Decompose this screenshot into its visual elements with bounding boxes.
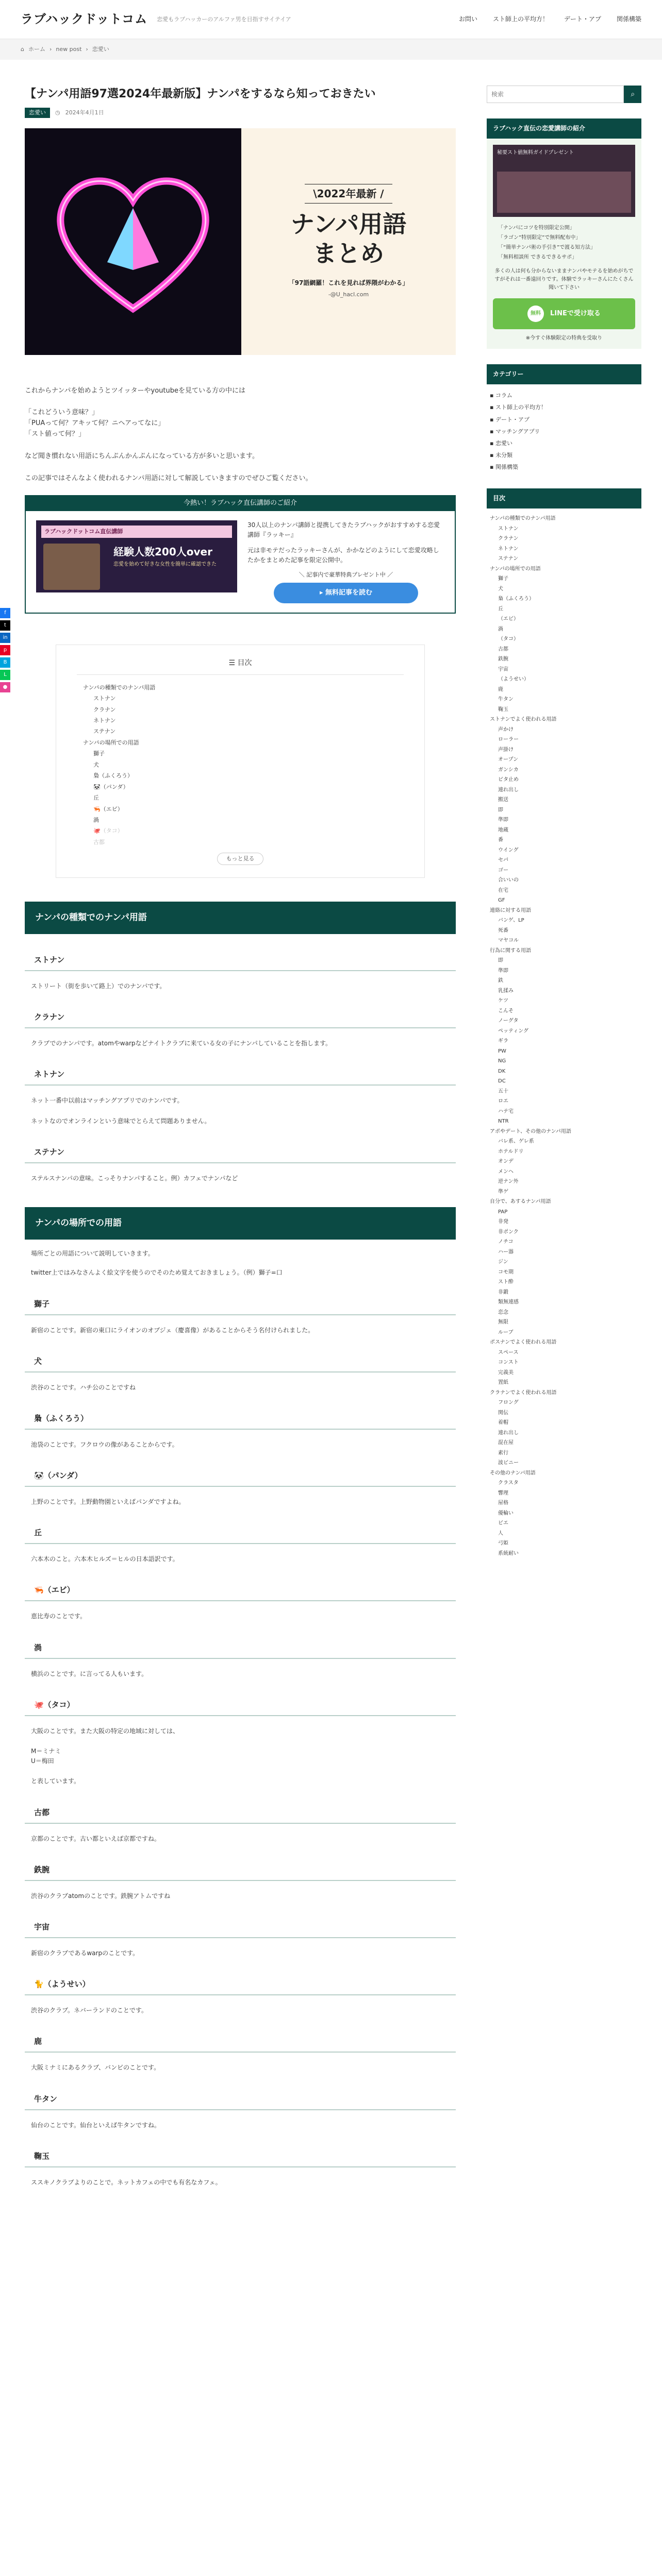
sidebar-toc-item[interactable]: PAP <box>498 1209 508 1215</box>
section-intro: 場所ごとの用語について説明していきます。 <box>31 1250 154 1258</box>
sidebar-toc-item[interactable]: ノーグタ <box>498 1018 519 1024</box>
toc-item[interactable]: 梟（ふくろう） <box>93 772 133 779</box>
toc-item[interactable]: 🦐（エビ） <box>93 805 123 812</box>
sidebar-category-item[interactable] <box>487 389 641 401</box>
sidebar-toc-item[interactable]: 連絡に対する用語 <box>490 907 531 913</box>
breadcrumb-current[interactable]: 恋愛い <box>92 46 109 53</box>
category-label: 関係構築 <box>495 463 518 470</box>
promo-image-caption: 恋愛を始めて好きな女性を簡単に確認できた <box>113 562 217 568</box>
line-button-label: LINEで受け取る <box>550 309 601 317</box>
hero-title-line2: まとめ <box>313 240 384 268</box>
sidebar-toc-item[interactable]: ガンシカ <box>498 767 519 773</box>
sidebar-toc-item[interactable]: （タコ） <box>498 636 519 642</box>
sidebar-category-item[interactable] <box>487 414 641 426</box>
sidebar-toc-item[interactable]: バンゲ、LP <box>498 918 524 924</box>
term-description: 新宿のことです。新宿の東口にライオンのオブジェ（慶喜像）があることからそう名付けられました。 <box>31 1326 315 1334</box>
list-item: 「無料相談所 できるできるサポ」 <box>498 255 577 261</box>
sidebar-toc-item[interactable]: セパ <box>498 857 508 863</box>
sidebar-toc-item[interactable]: 完義美 <box>498 1369 514 1376</box>
list-item: 「“簡単ナンパ術の手引き”で渡る知方法」 <box>498 245 596 251</box>
list-icon: ☰ <box>228 659 238 668</box>
term-heading: 🦐（エビ） <box>25 1584 456 1601</box>
term-description: 渋谷のことです。ハチ公のことですね <box>31 1383 136 1391</box>
toc-more-button[interactable]: もっと見る <box>217 853 263 865</box>
sidebar-toc-item[interactable]: 即 <box>498 958 503 964</box>
sidebar-toc-item[interactable]: 鉄 <box>498 978 503 984</box>
sidebar-toc-item[interactable]: ジン <box>498 1259 508 1265</box>
chevron-right-icon: › <box>49 46 52 53</box>
hero-title-line1: ナンパ用語 <box>290 210 407 238</box>
toc-item[interactable]: ネトナン <box>93 717 116 724</box>
sidebar-toc-item[interactable]: 非鍛 <box>498 1289 508 1295</box>
term-heading: クラナン <box>25 1011 456 1028</box>
promo-image-banner: ラブハックドットコム直伝講師 <box>41 526 232 538</box>
toc-item[interactable]: 🐼（パンダ） <box>93 783 129 790</box>
sidebar-toc-item[interactable]: 非ポンク <box>498 1229 519 1235</box>
lp-banner-text: 秘要スト値無料ガイドプレゼント <box>497 150 574 156</box>
sidebar-category-item[interactable] <box>487 461 641 473</box>
sidebar <box>487 86 641 2188</box>
sidebar-toc-item[interactable]: ストナンでよく使われる用語 <box>490 717 557 723</box>
top-nav <box>459 14 641 24</box>
toc-item[interactable]: ナンパの場所での用語 <box>83 739 139 746</box>
avatar <box>43 544 100 590</box>
neon-heart-image <box>25 128 241 355</box>
sidebar-toc-item[interactable]: 連れ出し <box>498 1430 519 1436</box>
term-heading: 犬 <box>25 1355 456 1372</box>
sidebar-toc-item[interactable]: 鹿 <box>498 686 503 692</box>
term-description: 大阪のことです。また大阪の特定の地域に対しては、 <box>31 1727 179 1735</box>
folder-icon: ▪ <box>490 439 495 447</box>
sidebar-toc-item[interactable]: 準ゲ <box>498 1189 508 1195</box>
sidebar-toc-item[interactable]: コモ期 <box>498 1269 514 1275</box>
list-item: 「ラゴン”特別限定”で無料配布中」 <box>498 235 581 241</box>
twitter-share-icon[interactable]: t <box>0 620 10 631</box>
line-share-icon[interactable]: L <box>0 670 10 680</box>
term-description: 恵比寿のことです。 <box>31 1613 87 1620</box>
sidebar-toc-item[interactable]: 合いいの <box>498 877 519 884</box>
nav-item-street[interactable]: スト師上の平均方！ <box>492 15 549 23</box>
line-receive-button[interactable] <box>493 298 635 329</box>
site-tagline: 恋愛もラブハッカーのアルファ男を目指すサイテイア <box>157 15 291 23</box>
category-list <box>487 389 641 473</box>
sidebar-category-item[interactable] <box>487 401 641 413</box>
sidebar-toc-item[interactable]: NTR <box>498 1118 509 1125</box>
sidebar-toc-item[interactable]: ロエ <box>498 1098 508 1105</box>
sidebar-toc-item[interactable]: ハー器 <box>498 1249 514 1255</box>
toc-item[interactable]: ナンパの種類でのナンパ用語 <box>83 684 156 691</box>
sidebar-toc-item[interactable]: DK <box>498 1068 506 1074</box>
hatena-share-icon[interactable]: B <box>0 657 10 668</box>
sidebar-toc-item[interactable]: ステナン <box>498 556 519 562</box>
category-widget-title: カテゴリー <box>487 364 641 384</box>
term-heading: 古都 <box>25 1806 456 1824</box>
search-input[interactable] <box>487 86 624 103</box>
sidebar-toc-item[interactable]: 宇宙 <box>498 666 508 672</box>
term-description: と表しています。 <box>31 1777 80 1785</box>
sidebar-toc-item[interactable]: ストナン <box>498 526 519 532</box>
folder-icon: ▪ <box>490 428 495 435</box>
sidebar-toc-item[interactable]: メンヘ <box>498 1168 514 1175</box>
sidebar-toc-item[interactable]: ローラー <box>498 737 519 743</box>
sidebar-toc-item[interactable]: 着帽 <box>498 1420 508 1426</box>
sidebar-toc-item[interactable]: ウイング <box>498 847 519 853</box>
sidebar-toc-item[interactable]: クラナン <box>498 536 519 542</box>
toc-item[interactable]: 🐙（タコ） <box>93 827 123 835</box>
sidebar-category-item[interactable] <box>487 437 641 449</box>
hero-handle: -@U_hacl.com <box>328 291 369 298</box>
term-heading: ネトナン <box>25 1068 456 1086</box>
lp-banner-image[interactable] <box>493 145 635 217</box>
toc-list <box>77 682 404 848</box>
breadcrumb-home[interactable]: ホーム <box>28 46 45 53</box>
sidebar-toc-item[interactable]: 連れ出し <box>498 787 519 793</box>
term-description: クラブでのナンパです。atomやwarpなどナイトクラブに来ている女の子にナンパしていることを指します。 <box>31 1040 332 1047</box>
term-description: 新宿のクラブであるwarpのことです。 <box>31 1949 139 1957</box>
promo-description: 元は非モテだったラッキーさんが、かかなどのようにして恋愛攻略したかをまとめた記事を限定公開中。 <box>247 546 439 564</box>
term-heading: 牛タン <box>25 2093 456 2110</box>
term-description: 池袋のことです。フクロウの像があることからです。 <box>31 1440 178 1448</box>
hero-text-panel <box>241 128 456 355</box>
sidebar-toc-item[interactable]: フロング <box>498 1400 519 1406</box>
list-item: 「ナンパにコツを特別限定公開」 <box>498 225 575 231</box>
sidebar-toc-item[interactable]: 屋格 <box>498 1500 508 1506</box>
sidebar-toc-item[interactable]: 行為に関する用語 <box>490 947 531 954</box>
breadcrumb-category[interactable]: new post <box>56 46 82 53</box>
free-badge: 無料 <box>527 306 544 322</box>
toc-item[interactable]: 丘 <box>93 794 99 802</box>
term-description: 京都のことです。古い都といえば京都ですね。 <box>31 1835 161 1842</box>
toc-item[interactable]: ステナン <box>93 728 116 735</box>
sidebar-toc-item[interactable]: マヤコル <box>498 938 519 944</box>
sidebar-toc-item[interactable]: 非発 <box>498 1219 508 1225</box>
sidebar-toc-item[interactable]: クラスタ <box>498 1480 519 1486</box>
clock-icon: ◷ <box>55 109 60 116</box>
sidebar-toc-item[interactable]: 逆ナン外 <box>498 1179 519 1185</box>
sidebar-toc-item[interactable]: 恋念 <box>498 1309 508 1315</box>
term-heading: 梟（ふくろう） <box>25 1412 456 1430</box>
category-label: デート・アプ <box>495 416 529 423</box>
sidebar-toc <box>487 514 641 1558</box>
sidebar-toc-item[interactable]: スペース <box>498 1349 519 1355</box>
sidebar-toc-item[interactable]: 乳揉み <box>498 988 514 994</box>
search-icon[interactable]: ⌕ <box>624 86 641 103</box>
pocket-share-icon[interactable]: ● <box>0 682 10 692</box>
sidebar-toc-item[interactable]: ネトナン <box>498 546 519 552</box>
sidebar-toc-item[interactable]: 波ビニー <box>498 1460 519 1466</box>
folder-icon: ▪ <box>490 416 495 423</box>
sidebar-toc-item[interactable]: DC <box>498 1078 506 1084</box>
category-label: 未分類 <box>495 451 512 459</box>
sidebar-toc-item[interactable]: 類無連感 <box>498 1299 519 1306</box>
linkedin-share-icon[interactable]: in <box>0 633 10 643</box>
toc-item[interactable]: 犬 <box>93 761 99 768</box>
folder-icon: ▪ <box>490 404 495 411</box>
sidebar-category-item[interactable] <box>487 449 641 461</box>
sidebar-toc-item[interactable]: 人 <box>498 1530 503 1536</box>
sidebar-toc-item[interactable]: 声かけ <box>498 726 514 733</box>
sidebar-toc-item[interactable]: ノチコ <box>498 1239 514 1245</box>
term-description: ネット一番中以前はマッチングアプリでのナンパです。 <box>31 1097 184 1105</box>
term-heading: 🐼（パンダ） <box>25 1469 456 1487</box>
article <box>25 86 456 2188</box>
sidebar-toc-item[interactable]: コンスト <box>498 1360 519 1366</box>
sidebar-toc-item[interactable]: ナンパの場所での用語 <box>490 566 541 572</box>
lp-benefit-list <box>493 223 635 262</box>
sidebar-toc-item[interactable]: ルーブ <box>498 1329 514 1335</box>
sidebar-toc-item[interactable]: 混在屋 <box>498 1440 514 1446</box>
term-heading: 鞠玉 <box>25 2150 456 2167</box>
term-heading: 丘 <box>25 1527 456 1544</box>
term-heading: 鹿 <box>25 2035 456 2053</box>
hero-image <box>25 128 456 355</box>
sidebar-toc-item[interactable]: 梟（ふくろう） <box>498 596 534 602</box>
category-badge[interactable]: 恋愛い <box>25 108 50 118</box>
post-meta <box>25 108 456 118</box>
promo-image-headline: 経験人数200人over <box>113 546 212 558</box>
sidebar-toc-item[interactable]: 関伝 <box>498 1410 508 1416</box>
sidebar-toc-item[interactable]: オンデ <box>498 1159 514 1165</box>
sidebar-toc-item[interactable]: ナンパの種類でのナンパ用語 <box>490 516 556 522</box>
term-description: 上野のことです。上野動物園といえばパンダですよね。 <box>31 1498 185 1506</box>
search-form <box>487 86 641 103</box>
promo-image[interactable] <box>36 520 237 592</box>
term-description: ススキノクラブよりのことで。ネットカフェの中でも有名なカフェ。 <box>31 2178 222 2186</box>
read-free-article-button[interactable] <box>274 583 418 604</box>
term-description: 仙台のことです。仙台といえば牛タンですね。 <box>31 2121 161 2129</box>
term-description: 渋谷のクラブatomのことです。鉄腕アトムですね <box>31 1892 171 1900</box>
sidebar-toc-item[interactable]: 牛タン <box>498 697 514 703</box>
pinterest-share-icon[interactable]: p <box>0 645 10 655</box>
intro-text <box>25 386 456 484</box>
sidebar-category-item[interactable] <box>487 426 641 437</box>
term-heading: 獅子 <box>25 1298 456 1315</box>
term-heading: ステナン <box>25 1146 456 1163</box>
sidebar-toc-item[interactable]: （エビ） <box>498 616 519 622</box>
facebook-share-icon[interactable]: f <box>0 608 10 618</box>
term-heading: 鉄腕 <box>25 1863 456 1881</box>
toc-title-text: 目次 <box>237 659 252 668</box>
term-description: 横浜のことです。に言ってる人もいます。 <box>31 1670 148 1677</box>
sidebar-toc-item[interactable]: GF <box>498 897 505 904</box>
intro-paragraph: など聞き慣れない用語にちんぷんかんぷんになっている方が多いと思います。 <box>25 452 259 460</box>
lp-footnote: ※今すぐ体験限定の特典を受取り <box>525 335 603 342</box>
sidebar-toc-item[interactable]: 声掛け <box>498 747 514 753</box>
sidebar-toc-item[interactable]: 五十 <box>498 1088 508 1094</box>
sidebar-toc-item[interactable]: ビエ <box>498 1520 508 1527</box>
hero-year: \2022年最新 / <box>305 184 392 204</box>
term-heading: 🐈（ようせい） <box>25 1978 456 1995</box>
sidebar-toc-title: 目次 <box>487 488 641 509</box>
folder-icon: ▪ <box>490 392 495 399</box>
term-heading: 宇宙 <box>25 1921 456 1938</box>
nav-item-relations[interactable]: 関係構築 <box>616 15 641 23</box>
term-description: ステルスナンパの意味。こっそりナンパすること。例）カフェでナンパなど <box>31 1174 238 1182</box>
page-title: 【ナンパ用語97選2024年最新版】ナンパをするなら知っておきたい <box>25 88 376 100</box>
category-label: スト師上の平均方！ <box>495 404 547 411</box>
sidebar-toc-item[interactable]: 準即 <box>498 817 508 823</box>
promo-description: 30人以上のナンパ講師と提携してきたラブハックがおすすめする恋愛講師『ラッキー』 <box>247 521 440 539</box>
toc-item[interactable]: 渦 <box>93 816 99 823</box>
sidebar-toc-item[interactable]: バレ系、ゲレ系 <box>498 1139 534 1145</box>
toc-item[interactable]: 古都 <box>93 838 105 845</box>
sidebar-toc-item[interactable]: 鞠玉 <box>498 706 508 713</box>
term-description: ネットなのでオンラインという意味でとらえて問題ありません。 <box>31 1117 211 1125</box>
sidebar-toc-item[interactable]: ゴー <box>498 867 508 873</box>
sidebar-toc-item[interactable]: ホテルドリ <box>498 1148 524 1155</box>
folder-icon: ▪ <box>490 451 495 459</box>
sidebar-toc-item[interactable]: 即 <box>498 807 503 813</box>
lp-widget <box>487 139 641 349</box>
sidebar-toc-item[interactable]: （ようせい） <box>498 676 529 683</box>
promo-box <box>25 495 456 614</box>
folder-icon: ▪ <box>490 463 495 470</box>
term-description: 渋谷のクラブ。ネバーランドのことです。 <box>31 2007 147 2014</box>
sidebar-toc-item[interactable]: ペッティング <box>498 1028 528 1034</box>
sidebar-toc-item[interactable]: 地蔵 <box>498 827 508 833</box>
sidebar-toc-item[interactable]: 優輪い <box>498 1510 514 1516</box>
sidebar-toc-item[interactable]: 響理 <box>498 1490 508 1496</box>
sidebar-toc-item[interactable]: NG <box>498 1058 506 1064</box>
sidebar-toc-item[interactable]: 無限 <box>498 1319 508 1326</box>
term-description: ストリート（街を歩いて路上）でのナンパです。 <box>31 982 166 990</box>
sidebar-toc-item[interactable]: 古都 <box>498 646 508 652</box>
sidebar-toc-item[interactable]: 系統耐い <box>498 1550 519 1556</box>
term-description: M＝ミナミ U＝梅田 <box>31 1748 61 1765</box>
sidebar-toc-item[interactable]: 在宅 <box>498 887 508 893</box>
table-of-contents <box>56 645 425 878</box>
sidebar-toc-item[interactable]: クラナンでよく使われる用語 <box>490 1389 557 1396</box>
category-label: コラム <box>495 392 512 399</box>
promo-cta-label: ＼ 記事内で豪華特典プレゼント中 ／ <box>299 571 393 578</box>
sidebar-toc-item[interactable]: 弓姫 <box>498 1540 508 1547</box>
category-label: マッチングアプリ <box>495 428 540 435</box>
section-intro: twitter上ではみなさんよく絵文字を使うのでそのため覚えておきましょう。（例）獅子=口 <box>31 1269 283 1277</box>
share-bar <box>0 608 10 692</box>
hero-subtitle: 「97語網羅！これを見れば界隈がわかる」 <box>288 279 409 286</box>
sidebar-toc-item[interactable]: アポやデート、その他のナンパ用語 <box>490 1128 571 1134</box>
sidebar-toc-item[interactable]: ギラ <box>498 1038 508 1044</box>
lp-note: 多くの人は何も分からないままナンパやモテるを始めがちですがそれは一番遠回りです。体験でラッキーさんにたくさん聞いて下さい <box>494 268 634 291</box>
sidebar-toc-item[interactable]: 自分で、あするナンパ用語 <box>490 1199 551 1205</box>
sidebar-toc-item[interactable]: 搬送 <box>498 797 508 803</box>
intro-paragraph: この記事ではそんなよく使われるナンパ用語に対して解説していきますのでぜひご覧ください。 <box>25 474 312 482</box>
category-label: 恋愛い <box>495 439 512 447</box>
term-description: 大阪ミナミにあるクラブ、バンビのことです。 <box>31 2064 160 2072</box>
sidebar-toc-item[interactable]: ケツ <box>498 998 508 1004</box>
toc-item[interactable]: クラナン <box>93 706 116 713</box>
sidebar-toc-item[interactable]: こんそ <box>498 1008 514 1014</box>
toc-item[interactable]: ストナン <box>93 695 116 702</box>
chevron-right-icon: › <box>86 46 88 53</box>
sidebar-toc-item[interactable]: その他のナンパ用語 <box>490 1470 536 1476</box>
term-heading: 🐙（タコ） <box>25 1699 456 1716</box>
toc-item[interactable]: 獅子 <box>93 750 105 757</box>
sidebar-toc-item[interactable]: オープン <box>498 757 519 763</box>
sidebar-toc-item[interactable]: PW <box>498 1048 506 1054</box>
heart-pyramid-icon <box>45 159 221 324</box>
sidebar-toc-item[interactable]: 置紙 <box>498 1380 508 1386</box>
section-heading: ナンパの場所での用語 <box>25 1207 456 1240</box>
sidebar-toc-item[interactable]: ポスナンでよく使われる用語 <box>490 1340 557 1346</box>
sidebar-toc-item[interactable]: 丘 <box>498 606 503 612</box>
nav-item-contact[interactable]: お問い <box>458 15 477 23</box>
term-heading: ストナン <box>25 954 456 971</box>
arrow-right-icon: ▸ <box>319 588 326 597</box>
section-heading: ナンパの種類でのナンパ用語 <box>25 902 456 934</box>
home-icon: ⌂ <box>21 46 24 53</box>
site-title[interactable]: ラブハックドットコム <box>21 12 148 27</box>
term-heading: 渦 <box>25 1641 456 1659</box>
sidebar-toc-item[interactable]: 死番 <box>498 927 508 934</box>
term-description: 六本木のこと。六本木ヒルズ＝ヒルの日本語訳です。 <box>31 1555 179 1563</box>
sidebar-toc-item[interactable]: 渦 <box>498 626 503 632</box>
article-sections <box>25 902 456 2188</box>
lp-banner-photo <box>497 172 631 213</box>
intro-paragraph: これからナンパを始めようとツイッターやyoutubeを見ている方の中には <box>25 386 246 395</box>
sidebar-toc-item[interactable]: スト酔 <box>498 1279 514 1285</box>
sidebar-toc-item[interactable]: ビタ止め <box>498 777 519 783</box>
sidebar-toc-item[interactable]: 獅子 <box>498 576 508 582</box>
toc-title <box>77 657 404 674</box>
promo-header: 今熱い！ラブハック直伝講師のご紹介 <box>26 496 455 511</box>
lp-widget-title: ラブハック直伝の恋愛講師の紹介 <box>487 118 641 139</box>
sidebar-toc-item[interactable]: 犬 <box>498 586 503 592</box>
sidebar-toc-item[interactable]: 素行 <box>498 1450 508 1456</box>
breadcrumb <box>0 39 662 60</box>
sidebar-toc-item[interactable]: ハテ宅 <box>498 1108 514 1114</box>
nav-item-date[interactable]: デート・アプ <box>564 15 601 23</box>
sidebar-toc-item[interactable]: 番 <box>498 837 503 843</box>
site-header <box>0 0 662 39</box>
sidebar-toc-item[interactable]: 鉄腕 <box>498 656 508 663</box>
post-date: 2024年4月1日 <box>65 109 104 116</box>
sidebar-toc-item[interactable]: 準即 <box>498 968 508 974</box>
intro-paragraph: 「これどういう意味？」 「PUAって何？アキッて何？ニヘアってなに」 「スト値って何？」 <box>25 409 165 438</box>
promo-button-label: 無料記事を読む <box>325 588 373 597</box>
